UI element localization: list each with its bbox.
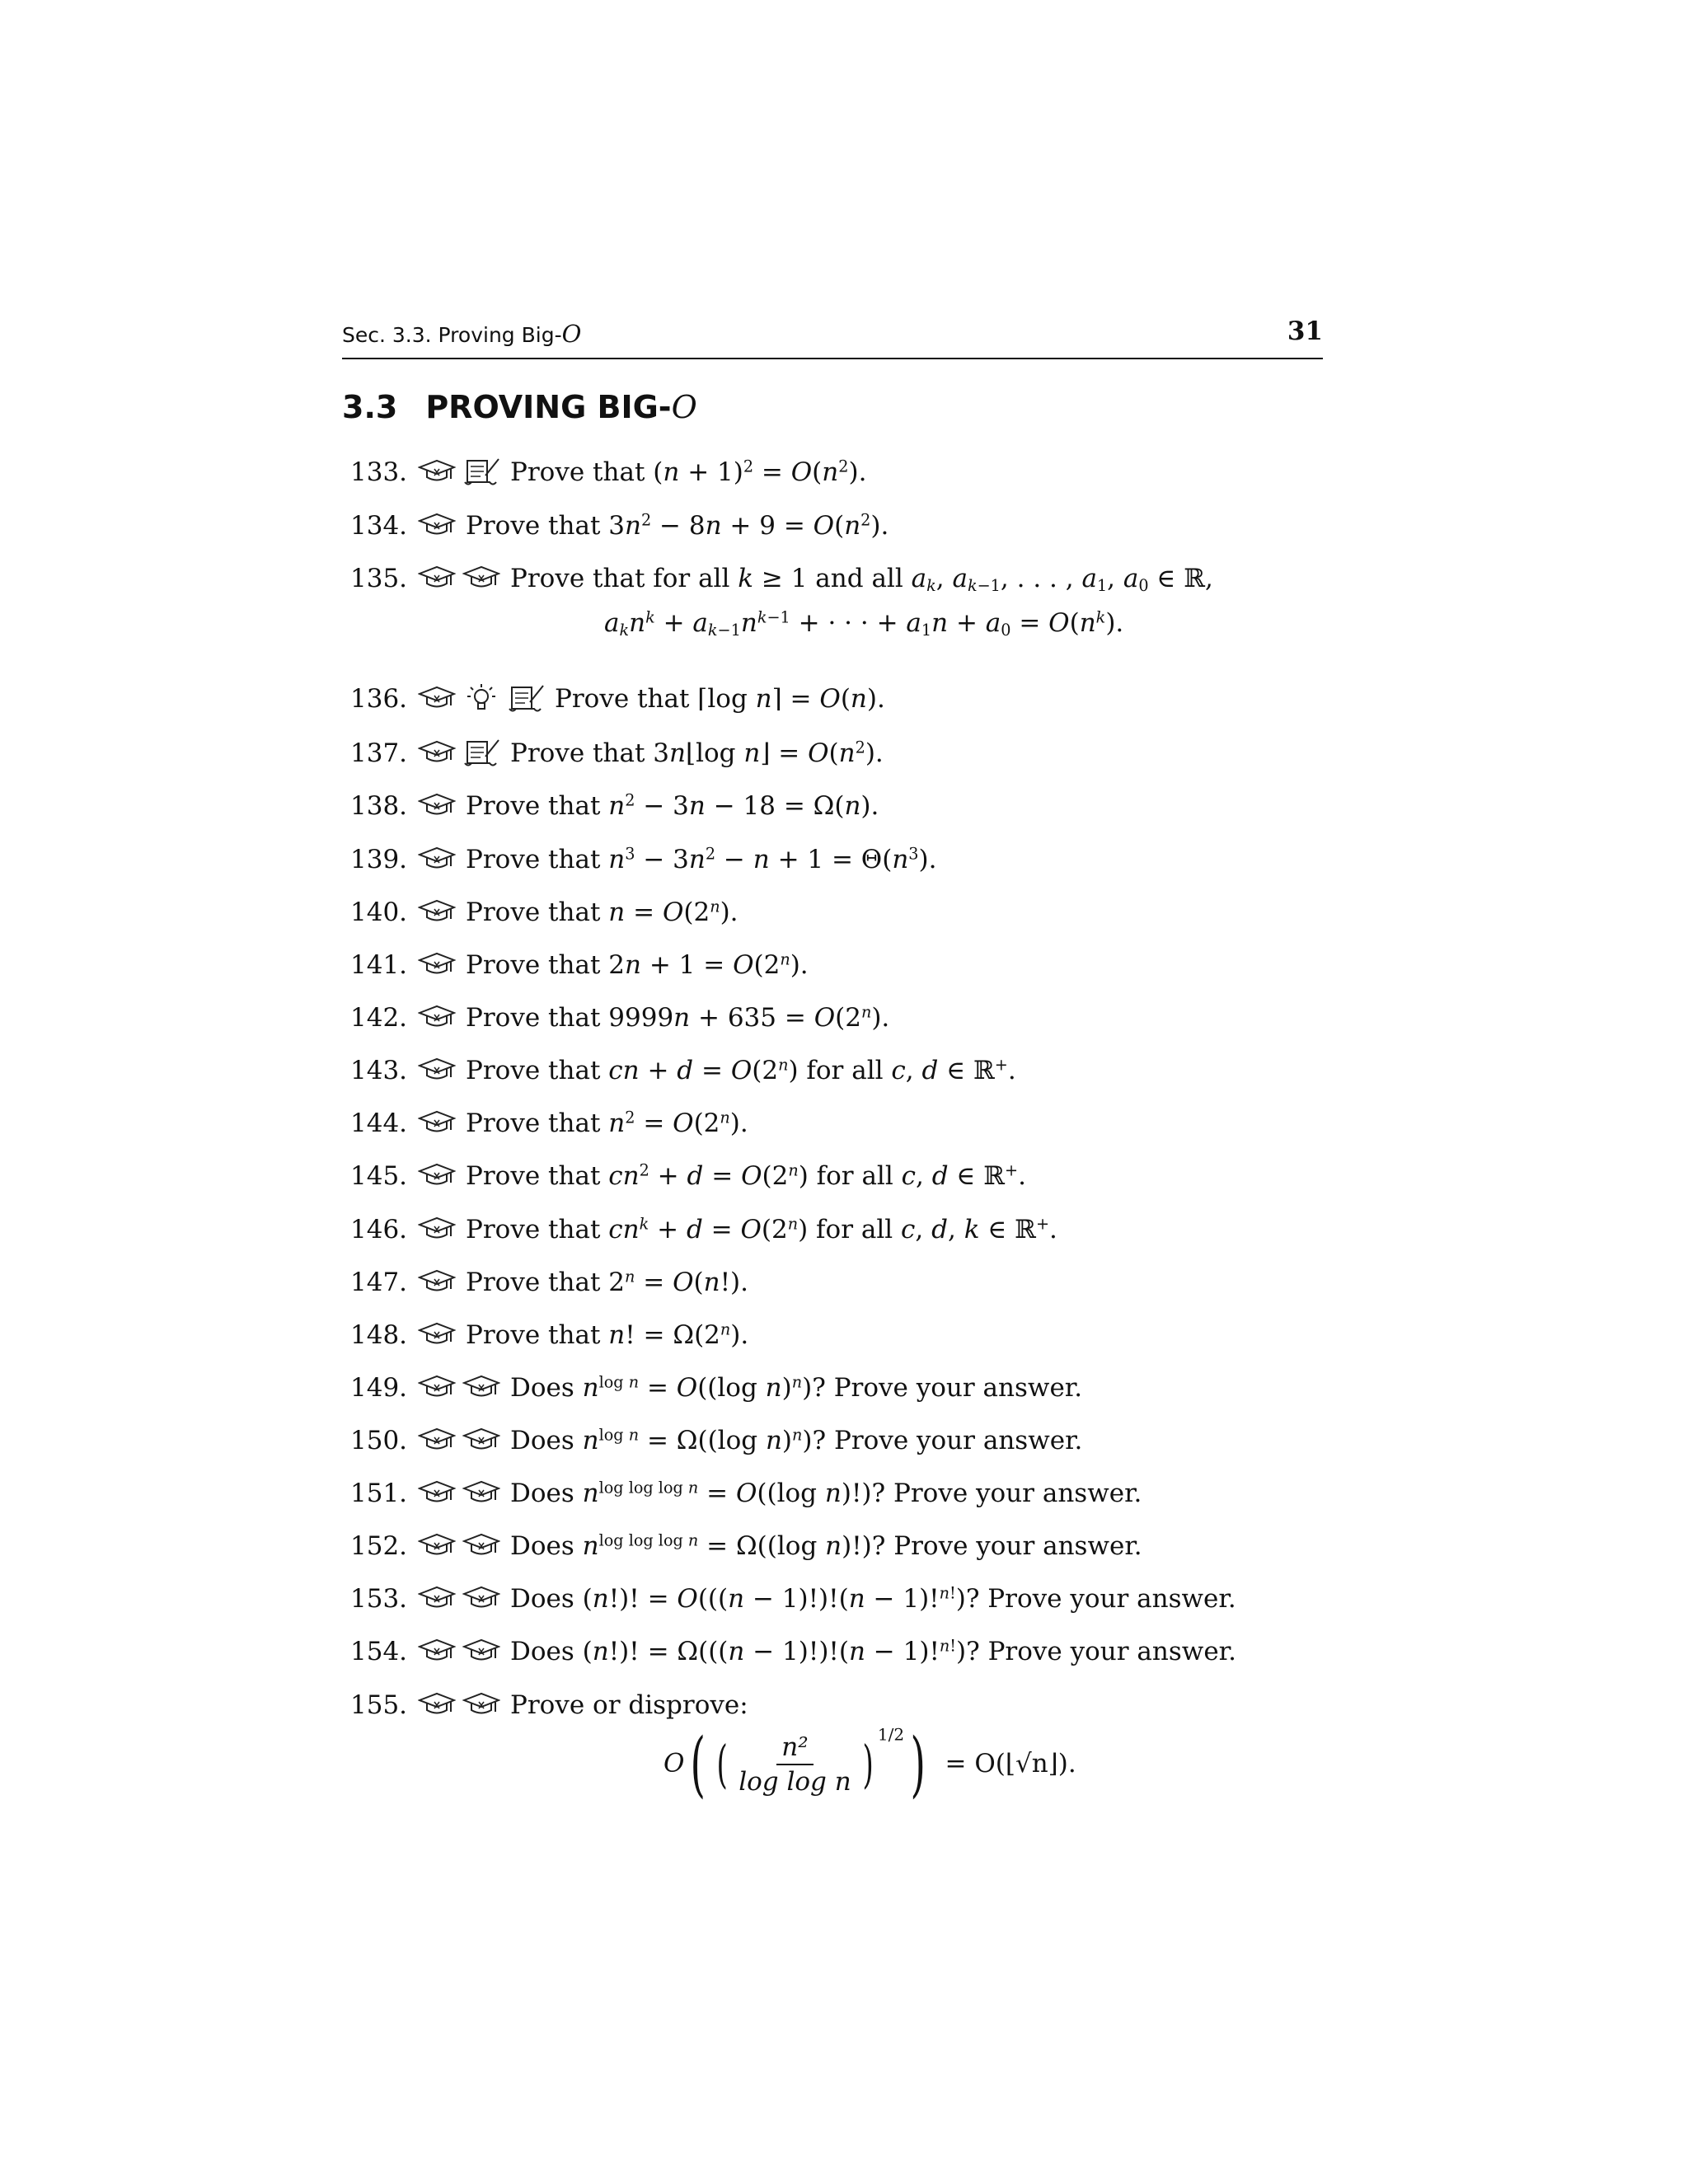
problem-136	[350, 677, 885, 720]
problem-statement: Prove or disprove:	[510, 1690, 748, 1720]
problem-statement: Prove that $2n + 1 = O(2^n)$.	[466, 949, 809, 980]
running-head-section: Sec. 3.3. Proving Big-O	[342, 320, 582, 348]
difficulty-icons	[418, 1001, 456, 1034]
difficulty-icons	[418, 1424, 500, 1457]
problem-145	[350, 1155, 1026, 1197]
graduation-cap-icon	[418, 1319, 456, 1352]
problem-number: 150.	[350, 1426, 408, 1455]
graduation-cap-icon	[462, 1477, 500, 1510]
problem-statement: Prove that for all k ≥ 1 and all $a_k$, $a_{k-1}$, . . . , $a_1$, $a_0$ ∈ ℝ,	[510, 564, 1213, 595]
page	[342, 0, 1323, 2184]
fraction-numerator: n²	[776, 1732, 813, 1765]
difficulty-icons	[418, 562, 500, 595]
difficulty-icons	[418, 682, 545, 715]
graduation-cap-icon	[462, 1371, 500, 1404]
difficulty-icons	[418, 843, 456, 876]
graduation-cap-icon	[418, 1371, 456, 1404]
section-title: 3.3 PROVING BIG-O	[342, 389, 697, 425]
display-equation-135: $a_kn^k + a_{k-1}n^{k-1}$ + · · · + $a_1n + a_0 = O(n^k)$.	[604, 607, 1124, 640]
graduation-cap-icon	[462, 1689, 500, 1722]
problem-statement: Prove that $cn^2 + d = O(2^n)$ for all c, d ∈ ℝ+.	[466, 1160, 1026, 1191]
problem-142	[350, 996, 889, 1039]
graduation-cap-icon	[418, 737, 456, 770]
problem-number: 152.	[350, 1531, 408, 1561]
problem-137	[350, 732, 884, 775]
problem-statement: Prove that ⌈log n⌉ = O(n).	[555, 684, 885, 714]
problem-147	[350, 1261, 748, 1304]
problem-140	[350, 891, 738, 934]
problem-number: 142.	[350, 1003, 408, 1033]
problem-number: 143.	[350, 1056, 408, 1085]
problem-number: 134.	[350, 511, 408, 541]
equation-rhs: = O(⌊√n⌋).	[945, 1748, 1076, 1779]
graduation-cap-icon	[462, 1424, 500, 1457]
problem-statement: Prove that $2^n = O(n!)$.	[466, 1267, 748, 1297]
difficulty-icons	[418, 1582, 500, 1615]
difficulty-icons	[418, 896, 456, 929]
graduation-cap-icon	[418, 1107, 456, 1140]
difficulty-icons	[418, 1371, 500, 1404]
graduation-cap-icon	[418, 1266, 456, 1299]
problem-statement: Prove that $n^2 - 3n - 18 = \Omega(n)$.	[466, 790, 879, 821]
difficulty-icons	[418, 790, 456, 823]
problem-number: 154.	[350, 1637, 408, 1666]
graduation-cap-icon	[418, 1689, 456, 1722]
graduation-cap-icon	[418, 1213, 456, 1246]
problem-statement: Does $n^{log n} = O((\log$ n)$^n$)? Prove your answer.	[510, 1372, 1083, 1403]
problem-150	[350, 1419, 1082, 1462]
problem-number: 136.	[350, 684, 408, 714]
problem-138	[350, 785, 879, 827]
problem-number: 135.	[350, 564, 408, 593]
difficulty-icons	[418, 1635, 500, 1668]
difficulty-icons	[418, 509, 456, 542]
exponent: 1/2	[877, 1724, 905, 1745]
problem-statement: Does $n^{log n} = \Omega((\log$ n)$^n$)? Prove your answer.	[510, 1425, 1083, 1455]
graduation-cap-icon	[462, 1530, 500, 1563]
problem-154	[350, 1630, 1236, 1673]
scroll-quill-icon	[507, 682, 545, 715]
difficulty-icons	[418, 1689, 500, 1722]
problem-143	[350, 1049, 1016, 1092]
problem-statement: Prove that $(n + 1)^2 = O(n^2)$.	[510, 457, 867, 487]
difficulty-icons	[418, 1319, 456, 1352]
problem-number: 151.	[350, 1479, 408, 1508]
difficulty-icons	[418, 1054, 456, 1087]
difficulty-icons	[418, 949, 456, 982]
graduation-cap-icon	[462, 562, 500, 595]
difficulty-icons	[418, 1107, 456, 1140]
graduation-cap-icon	[418, 682, 456, 715]
graduation-cap-icon	[418, 896, 456, 929]
graduation-cap-icon	[418, 1477, 456, 1510]
problem-statement: Prove that $3n^2 - 8n + 9 = O(n^2)$.	[466, 510, 889, 541]
graduation-cap-icon	[462, 1635, 500, 1668]
problem-number: 148.	[350, 1320, 408, 1350]
problem-number: 153.	[350, 1584, 408, 1614]
problem-statement: Prove that $9999n + 635 = O(2^n)$.	[466, 1002, 890, 1033]
problem-number: 149.	[350, 1373, 408, 1403]
graduation-cap-icon	[418, 1530, 456, 1563]
problem-number: 137.	[350, 738, 408, 768]
problem-number: 145.	[350, 1161, 408, 1191]
problem-133	[350, 451, 866, 494]
problem-number: 141.	[350, 950, 408, 980]
graduation-cap-icon	[418, 1001, 456, 1034]
big-o-symbol: O	[663, 1748, 685, 1779]
problem-135	[350, 557, 1213, 600]
problem-144	[350, 1102, 748, 1145]
difficulty-icons	[418, 1213, 456, 1246]
problem-number: 140.	[350, 898, 408, 927]
problem-number: 146.	[350, 1215, 408, 1244]
graduation-cap-icon	[418, 843, 456, 876]
problem-number: 144.	[350, 1108, 408, 1138]
lightbulb-icon	[462, 682, 500, 715]
graduation-cap-icon	[418, 949, 456, 982]
graduation-cap-icon	[418, 1160, 456, 1193]
problem-number: 155.	[350, 1690, 408, 1720]
problem-number: 133.	[350, 457, 408, 487]
graduation-cap-icon	[418, 1635, 456, 1668]
difficulty-icons	[418, 1160, 456, 1193]
problem-statement: Prove that $n^3 - 3n^2 - n + 1 = \Theta(n^3)$.	[466, 844, 937, 874]
problem-number: 139.	[350, 845, 408, 874]
problem-number: 147.	[350, 1268, 408, 1297]
graduation-cap-icon	[418, 1054, 456, 1087]
problem-number: 138.	[350, 791, 408, 821]
problem-153	[350, 1577, 1236, 1620]
problem-statement: Prove that n! = $\Omega(2^n)$.	[466, 1319, 749, 1350]
problem-148	[350, 1314, 748, 1357]
scroll-quill-icon	[462, 456, 500, 489]
difficulty-icons	[418, 1266, 456, 1299]
problem-statement: Does (n!)! = O(((n − 1)!)!(n − 1)!$^{n!}$)? Prove your answer.	[510, 1583, 1236, 1614]
graduation-cap-icon	[418, 509, 456, 542]
difficulty-icons	[418, 1477, 500, 1510]
problem-151	[350, 1472, 1142, 1515]
problem-146	[350, 1208, 1057, 1251]
problem-statement: Does $n^{log log log n} = \Omega((\log$ n)!)? Prove your answer.	[510, 1530, 1142, 1561]
difficulty-icons	[418, 456, 500, 489]
graduation-cap-icon	[418, 456, 456, 489]
graduation-cap-icon	[418, 1424, 456, 1457]
problem-statement: Prove that $n = O(2^n)$.	[466, 897, 738, 927]
running-head	[342, 316, 1323, 359]
graduation-cap-icon	[418, 790, 456, 823]
display-equation-155: O( ( $\frac{\text{n²}}{\text{log log n}}$ ) $^{1/2}$) = O(⌊√n⌋).	[663, 1723, 1076, 1806]
problem-155	[350, 1684, 748, 1727]
problem-statement: Does (n!)! = Ω(((n − 1)!)!(n − 1)!$^{n!}$)? Prove your answer.	[510, 1636, 1236, 1666]
problem-134	[350, 504, 889, 547]
difficulty-icons	[418, 737, 500, 770]
difficulty-icons	[418, 1530, 500, 1563]
fraction-denominator: log log n	[738, 1767, 851, 1797]
problem-149	[350, 1366, 1082, 1409]
problem-statement: Prove that 3n⌊log n⌋ = $O(n^2)$.	[510, 738, 884, 768]
page-number: 31	[1287, 316, 1323, 346]
graduation-cap-icon	[418, 1582, 456, 1615]
problem-statement: Prove that $cn^k + d = O(2^n)$ for all c, d, k ∈ ℝ+.	[466, 1214, 1057, 1244]
scroll-quill-icon	[462, 737, 500, 770]
graduation-cap-icon	[418, 562, 456, 595]
problem-152	[350, 1525, 1142, 1568]
fraction	[734, 1732, 856, 1797]
problem-statement: Prove that cn + $d = O(2^n)$ for all c, d ∈ ℝ+.	[466, 1055, 1016, 1085]
graduation-cap-icon	[462, 1582, 500, 1615]
problem-139	[350, 838, 936, 881]
problem-statement: Does $n^{log log log n} = O((\log$ n)!)? Prove your answer.	[510, 1478, 1142, 1508]
problem-141	[350, 944, 809, 987]
problem-statement: Prove that $n^2 = O(2^n)$.	[466, 1108, 748, 1138]
